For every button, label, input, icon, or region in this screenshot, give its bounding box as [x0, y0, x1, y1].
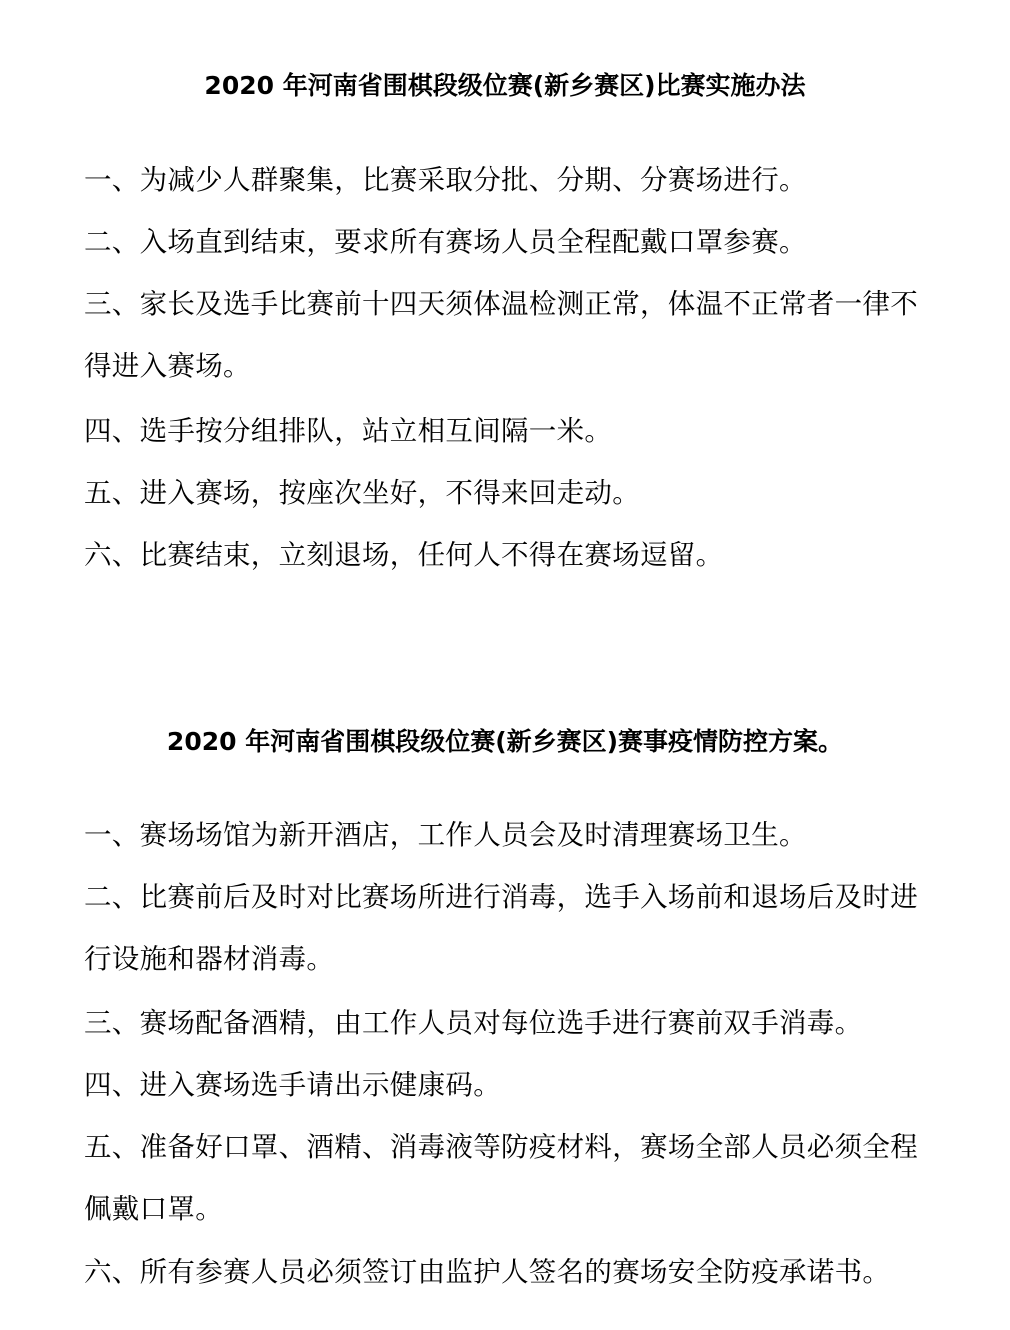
section-1-line-3: 三、家长及选手比赛前十四天须体温检测正常，体温不正常者一律不 — [84, 288, 918, 320]
section-1-line-3-cont: 得进入赛场。 — [84, 350, 251, 382]
section-2-line-4: 四、进入赛场选手请出示健康码。 — [84, 1069, 501, 1101]
section-2-line-2: 二、比赛前后及时对比赛场所进行消毒，选手入场前和退场后及时进 — [84, 881, 918, 913]
section-1-line-4: 四、选手按分组排队，站立相互间隔一米。 — [84, 415, 613, 447]
section-2-line-5: 五、准备好口罩、酒精、消毒液等防疫材料，赛场全部人员必须全程 — [84, 1131, 918, 1163]
section-2-line-3: 三、赛场配备酒精，由工作人员对每位选手进行赛前双手消毒。 — [84, 1007, 863, 1039]
section-1-line-1: 一、为减少人群聚集，比赛采取分批、分期、分赛场进行。 — [84, 164, 807, 196]
section-2-line-6: 六、所有参赛人员必须签订由监护人签名的赛场安全防疫承诺书。 — [84, 1256, 891, 1288]
section-1-title: 2020 年河南省围棋段级位赛(新乡赛区)比赛实施办法 — [204, 71, 806, 100]
section-1-line-5: 五、进入赛场，按座次坐好，不得来回走动。 — [84, 477, 640, 509]
section-2-line-1: 一、赛场场馆为新开酒店，工作人员会及时清理赛场卫生。 — [84, 819, 807, 851]
section-2-line-5-cont: 佩戴口罩。 — [84, 1193, 223, 1225]
section-1-line-2: 二、入场直到结束，要求所有赛场人员全程配戴口罩参赛。 — [84, 226, 807, 258]
section-1-line-6: 六、比赛结束，立刻退场，任何人不得在赛场逗留。 — [84, 539, 724, 571]
section-2-title: 2020 年河南省围棋段级位赛(新乡赛区)赛事疫情防控方案。 — [166, 727, 844, 756]
section-2-line-2-cont: 行设施和器材消毒。 — [84, 943, 335, 975]
